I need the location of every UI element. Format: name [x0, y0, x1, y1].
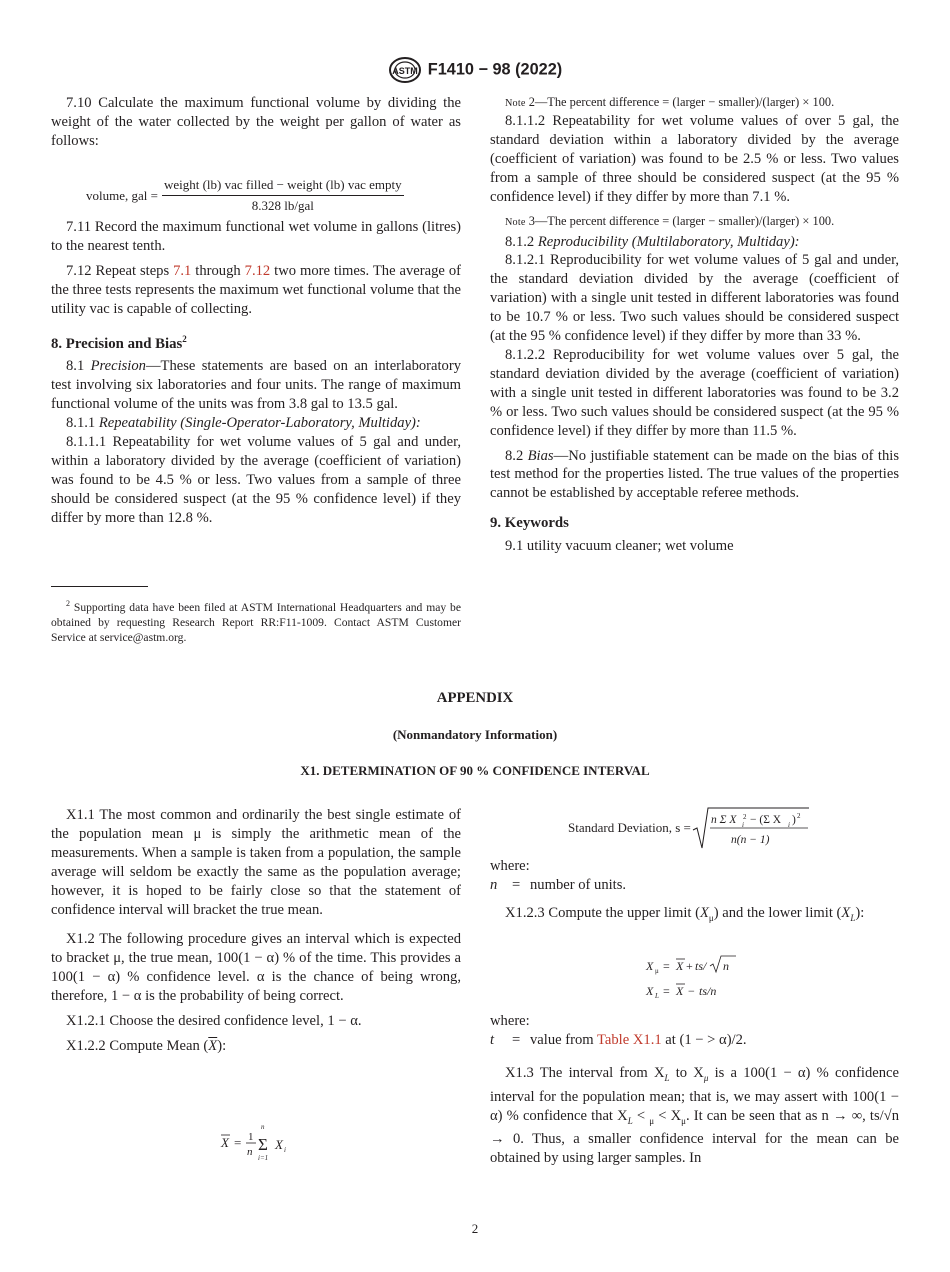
svg-text:n: n	[261, 1123, 265, 1131]
para-8-1-2-1: 8.1.2.1 Reproducibility for wet volume values of 5 gal and under, the standard deviation divided by the average (coefficient of variation) with a single unit tested in different laboratories was found to be 10.7 % or less. Two such values should be considered suspect (at the 95 % confidence level) if they differ by more than 33 %.	[490, 252, 899, 345]
svg-text:L: L	[655, 992, 659, 1000]
svg-text:X: X	[646, 984, 654, 998]
svg-text:2: 2	[742, 813, 747, 821]
svg-text:ts/n: ts/n	[699, 984, 717, 998]
sd-formula: Standard Deviation, s = n Σ X 2 i − (Σ X i ) 2 n(n − 1)	[568, 806, 811, 850]
svg-text:X: X	[676, 984, 684, 998]
mean-formula	[215, 1122, 305, 1164]
para-8-1-1-2: 8.1.1.2 Repeatability for wet volume values of over 5 gal, the standard deviation within a laboratory divided by the average (coefficient of variation) was found to be 2.5 % or less. Two values from a sample of three should be considered suspect (at the 95 % confidence level) if they differ by more than 7.1 %.	[490, 113, 899, 205]
appendix-title: APPENDIX	[436, 690, 514, 706]
note-2: Note 2—The percent difference = (larger − smaller)/(larger) × 100.	[505, 95, 835, 109]
svg-text:X: X	[646, 959, 654, 973]
svg-text:n: n	[723, 959, 729, 973]
para-8-1: 8.1 Precision—These statements are based on an interlaboratory test involving six laboratories and four units. The range of maximum functional volume of the units was from 3.8 gal to 13.5 gal.	[51, 358, 462, 413]
svg-text:i: i	[284, 1146, 286, 1154]
svg-text:+: +	[686, 959, 693, 973]
svg-text:n: n	[247, 1146, 253, 1158]
svg-text:=: =	[663, 984, 670, 998]
appendix-right-column-b	[490, 1012, 899, 1168]
para-8-2: 8.2 Bias—No justifiable statement can be made on the bias of this test method for the properties listed. The true values of the properties cannot be established by acceptable referee methods.	[490, 447, 899, 502]
x1-heading: X1. DETERMINATION OF 90 % CONFIDENCE INTERVAL	[300, 763, 650, 778]
svg-text:μ: μ	[655, 967, 659, 975]
para-x1-3: X1.3 The interval from $X_L$ to $X_\mu$ is a 100(1 − α) % confidence interval for the population mean; that is, we may assert with 100(1 − α) % confidence that $X_L < _\mu < X_\mu$. It can be seen that as n → ∞, ts/√n → 0. Thus, a smaller confidence interval for the mean can be obtained by using larger samples. In	[490, 1064, 900, 1167]
astm-logo-icon	[388, 56, 422, 84]
sqrt-expression	[691, 806, 811, 850]
where-label-1: where:	[490, 858, 530, 874]
svg-text:i: i	[787, 821, 790, 829]
right-column	[490, 94, 899, 556]
svg-text:2: 2	[796, 812, 801, 820]
svg-text:− (Σ X: − (Σ X	[749, 814, 781, 826]
para-x1-2-1: X1.2.1 Choose the desired confidence level, 1 − α.	[66, 1013, 362, 1030]
para-7-12: 7.12 Repeat steps 7.1 through 7.12 two more times. The average of the three tests represents the maximum wet functional volume that the utility vac is capable of collecting.	[51, 262, 461, 317]
para-8-1-1-1: 8.1.1.1 Repeatability for wet volume values of 5 gal and under, within a laboratory divided by the average (coefficient of variation) was found to be 4.5 % or less. Two values from a sample of three should be considered suspect (at the 95 % confidence level) if they differ by more than 12.8 %.	[51, 433, 461, 526]
section-8-heading: 8. Precision and Bias$^2$	[51, 333, 187, 352]
svg-text:X: X	[221, 1135, 229, 1150]
appendix-left-column	[51, 806, 461, 1056]
limit-formulas	[640, 952, 760, 1004]
para-8-1-1: 8.1.1 Repeatability (Single-Operator-Laboratory, Multiday):	[66, 415, 421, 432]
para-x1-2-3: X1.2.3 Compute the upper limit $(X_\mu)$ and the lower limit $(X_L)$:	[505, 904, 865, 923]
page-header	[0, 56, 950, 84]
para-7-11: 7.11 Record the maximum functional wet volume in gallons (litres) to the nearest tenth.	[51, 219, 461, 254]
svg-text:i: i	[741, 821, 744, 829]
svg-text:−: −	[688, 984, 695, 998]
formula-denominator: 8.328 lb/gal	[251, 198, 314, 213]
link-7-12[interactable]: 7.12	[244, 262, 271, 279]
svg-text:n Σ X: n Σ X	[710, 814, 737, 826]
svg-text:X: X	[275, 1137, 283, 1152]
svg-text:=: =	[234, 1135, 242, 1150]
svg-text:Σ: Σ	[258, 1135, 268, 1154]
note-3: Note 3—The percent difference = (larger − smaller)/(larger) × 100.	[505, 213, 835, 228]
svg-text:ts/: ts/	[695, 959, 707, 973]
para-8-1-2-2: 8.1.2.2 Reproducibility for wet volume values over 5 gal, the standard deviation divided by the average (coefficient of variation) with a single unit tested in different laboratories was found to be 3.2 % or less. Two such values should be considered suspect (at the 95 % confidence level) if they differ by more than 11.5 %.	[490, 346, 899, 439]
document-designation: F1410 − 98 (2022)	[427, 60, 563, 79]
footnote-divider	[51, 586, 148, 587]
def-n: n = number of units.	[490, 876, 627, 893]
logo-text: ASTM	[392, 66, 418, 76]
where-label-2: where:	[490, 1013, 530, 1029]
section-9-heading: 9. Keywords	[490, 515, 569, 532]
def-t: t = value from Table X1.1 at (1 − > α)/2.	[490, 1031, 747, 1048]
svg-text:n(n − 1): n(n − 1)	[730, 834, 770, 846]
footnote: $^2$ Supporting data have been filed at ASTM International Headquarters and may be obtained by requesting Research Report RR:F11-1009. Contact ASTM Customer Service at service@astm.org.	[51, 599, 461, 644]
formula-numerator: weight (lb) vac filled − weight (lb) vac empty	[162, 177, 404, 196]
svg-text:=: =	[663, 959, 670, 973]
svg-text:X: X	[676, 959, 684, 973]
svg-text:): )	[791, 814, 796, 826]
para-x1-1: X1.1 The most common and ordinarily the best single estimate of the population mean μ is simply the arithmetic mean of the measurements. When a sample is taken from a population, the sample average will seldom be exactly the same as the population average; however, it is hoped to be fairly close so that the statement of confidence interval will bracket the true mean.	[51, 807, 461, 918]
link-7-1[interactable]: 7.1	[173, 262, 192, 279]
formula-label: volume, gal =	[86, 187, 158, 203]
appendix-right-column	[490, 857, 899, 928]
para-x1-2: X1.2 The following procedure gives an interval which is expected to bracket μ, the true mean, 100(1 − α) % of the time. This provides a 100(1 − α) % confidence level. α is the chance of being wrong, therefore, 1 − α is the probability of being correct.	[51, 931, 461, 1005]
para-8-1-2: 8.1.2 Reproducibility (Multilaboratory, Multiday):	[505, 233, 800, 250]
left-column-b	[51, 218, 461, 528]
para-7-10: 7.10 Calculate the maximum functional volume by dividing the weight of the water collected by the weight per gallon of water as follows:	[51, 95, 461, 149]
link-table-x1-1[interactable]: Table X1.1	[597, 1031, 662, 1048]
svg-text:i=1: i=1	[258, 1154, 269, 1162]
volume-formula	[86, 177, 456, 214]
left-column	[51, 94, 461, 151]
svg-text:1: 1	[248, 1131, 254, 1143]
para-x1-2-2: X1.2.2 Compute Mean $(\overline{X})$:	[66, 1037, 227, 1054]
page-number: 2	[471, 1221, 479, 1236]
appendix-subtitle: (Nonmandatory Information)	[392, 727, 558, 742]
para-9-1: 9.1 utility vacuum cleaner; wet volume	[505, 538, 734, 555]
